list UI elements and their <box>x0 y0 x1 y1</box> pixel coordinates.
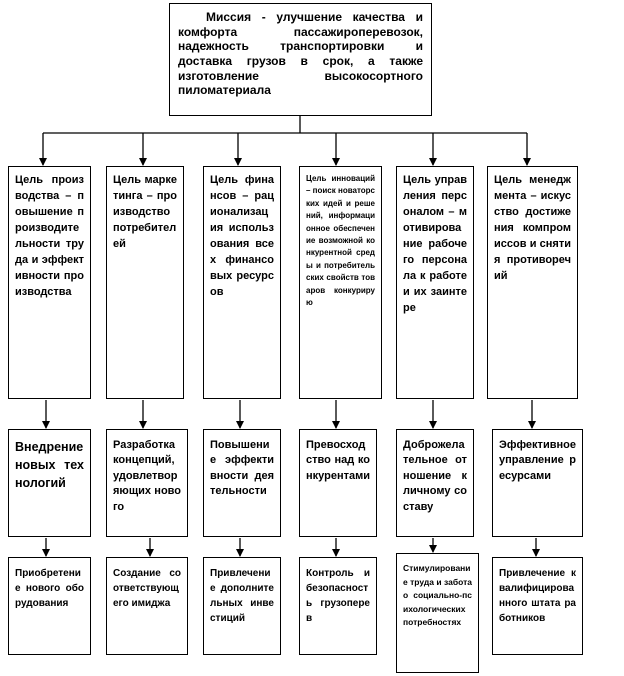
mission-text: Миссия - улучшение качества и комфорта пассажироперевозок, надежность транспортировки и доставка грузов в срок, а также изготовление высокосортного пиломатериала <box>178 10 423 98</box>
strategy-text: Доброжелательное отношение к личному составу <box>403 439 467 513</box>
action-box-investment <box>203 557 281 655</box>
action-text: Создание соответствующего имиджа <box>113 568 181 609</box>
strategy-text: Внедрение новых технологий <box>15 440 84 491</box>
strategy-text: Эффективное управление ресурсами <box>499 439 576 482</box>
goal-text: Цель финансов – рационализация использования всех финансовых ресурсов <box>210 174 274 298</box>
action-box-stimulation <box>396 553 479 673</box>
strategy-box-resources <box>492 429 583 537</box>
goal-text: Цель менеджмента – искусство достижения компромиссов и снятия противоречий <box>494 174 571 282</box>
goal-box-marketing <box>106 166 184 399</box>
goal-text: Цель производства – повышение производительности труда и эффективности производства <box>15 174 84 298</box>
mission-box <box>169 3 432 116</box>
action-box-staffing <box>492 557 583 655</box>
action-box-equipment <box>8 557 91 655</box>
action-text: Приобретение нового оборудования <box>15 568 84 609</box>
action-box-image <box>106 557 188 655</box>
goal-box-innovation <box>299 166 382 399</box>
goal-text: Цель маркетинга – производство потребителей <box>113 174 177 250</box>
strategy-box-technology <box>8 429 91 537</box>
strategy-box-staff-attitude <box>396 429 474 537</box>
action-text: Привлечение дополнительных инвестиций <box>210 568 274 624</box>
strategy-text: Повышение эффективности деятельности <box>210 439 274 498</box>
strategy-box-efficiency <box>203 429 281 537</box>
action-box-cargo-safety <box>299 557 377 655</box>
goal-text: Цель инноваций – поиск новаторских идей и решений, информационное обеспечение возможной конкурентной среды и потребительских свойств товаров конкурирую <box>306 174 375 307</box>
action-text: Стимулирование труда и забота о социально-психологических потребностях <box>403 563 472 628</box>
action-text: Контроль и безопасность грузоперев <box>306 568 370 624</box>
goal-box-personnel <box>396 166 474 399</box>
goal-text: Цель управления персоналом – мотивирование рабочего персонала к работе и их заинтере <box>403 174 467 314</box>
goal-box-management <box>487 166 578 399</box>
goal-box-finance <box>203 166 281 399</box>
action-text: Привлечение квалифицированного штата работников <box>499 568 576 624</box>
strategy-text: Разработка концепций, удовлетворяющих нового <box>113 439 181 513</box>
strategy-box-competitors <box>299 429 377 537</box>
goal-box-production <box>8 166 91 399</box>
strategy-text: Превосходство над конкурентами <box>306 439 371 482</box>
strategy-box-concepts <box>106 429 188 537</box>
